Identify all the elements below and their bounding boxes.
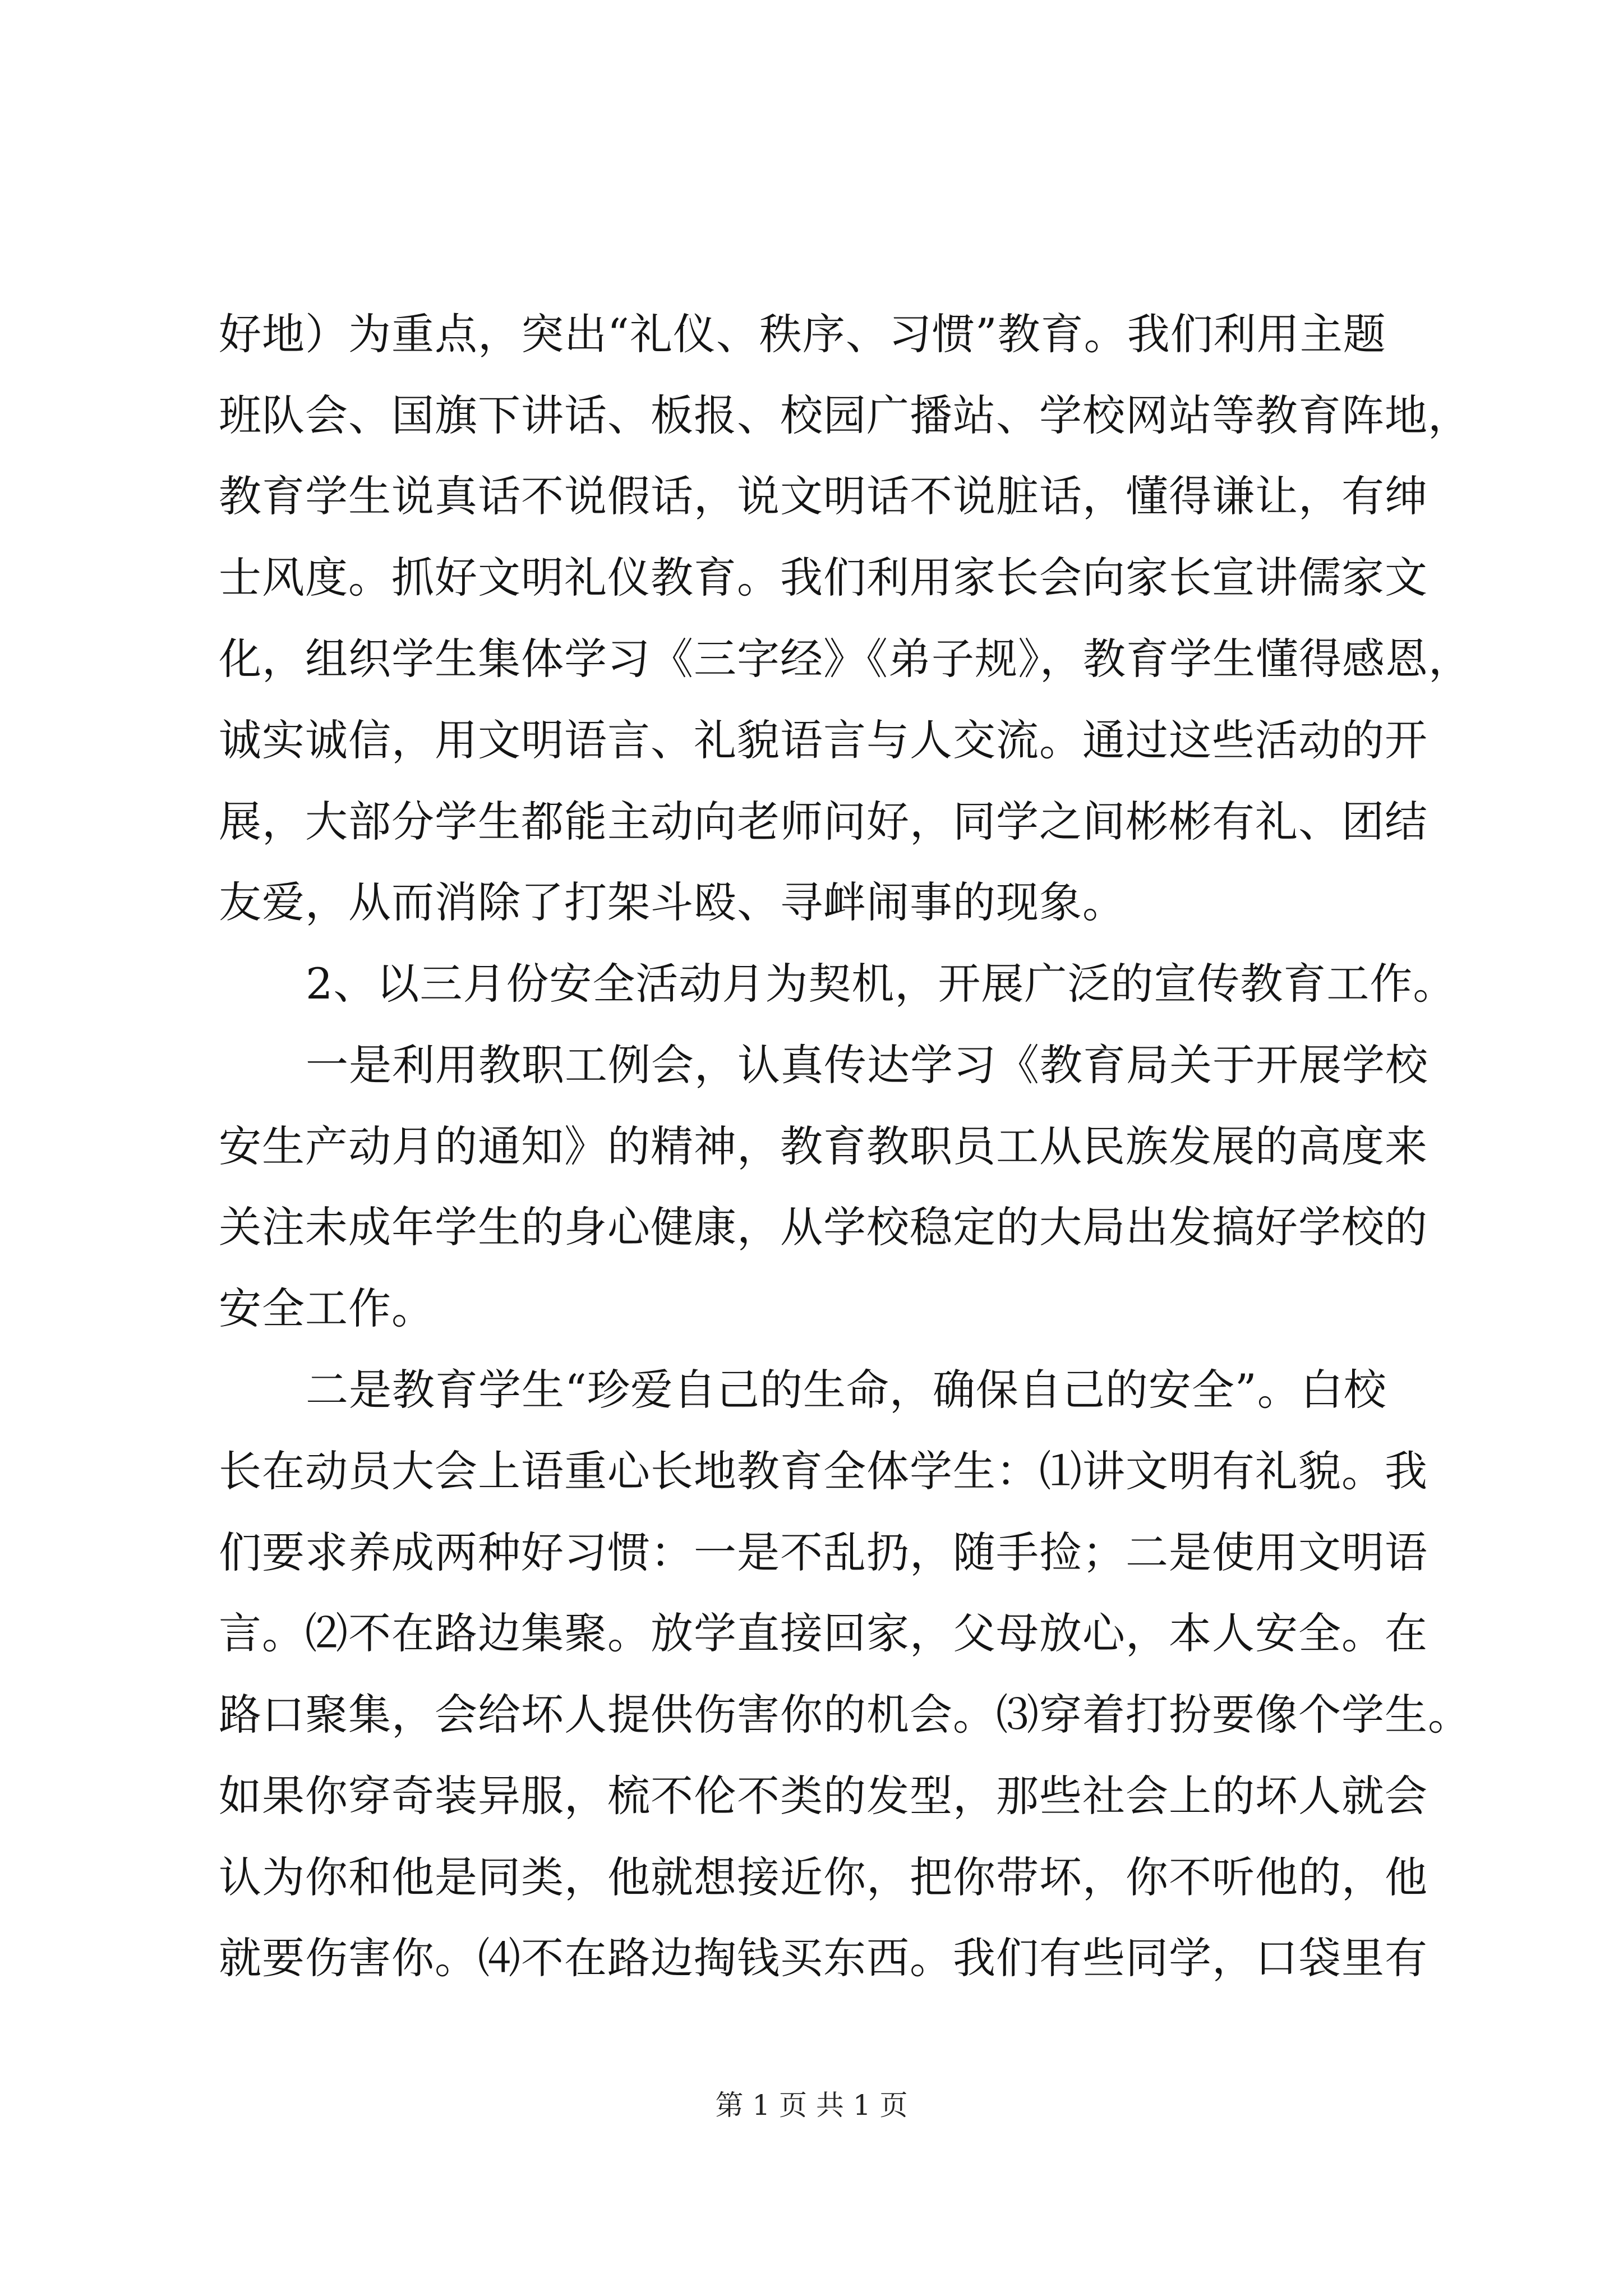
text-line: 安生产动月的通知》的精神，教育教职员工从民族发展的高度来 <box>219 1121 1428 1171</box>
text-line: 就要伤害你。⑷不在路边掏钱买东西。我们有些同学，口袋里有 <box>219 1933 1428 1983</box>
text-line: 关注未成年学生的身心健康，从学校稳定的大局出发搞好学校的 <box>219 1202 1428 1252</box>
text-line: 2、以三月份安全活动月为契机，开展广泛的宣传教育工作。 <box>306 959 1456 1009</box>
text-line: 安全工作。 <box>219 1283 435 1333</box>
text-line: 士风度。抓好文明礼仪教育。我们利用家长会向家长宣讲儒家文 <box>219 553 1428 602</box>
text-line: 们要求养成两种好习惯：一是不乱扔，随手捡；二是使用文明语 <box>219 1527 1428 1577</box>
text-line: 二是教育学生“珍爱自己的生命，确保自己的安全”。白校 <box>306 1365 1387 1415</box>
text-line: 如果你穿奇装异服，梳不伦不类的发型，那些社会上的坏人就会 <box>219 1771 1428 1821</box>
text-line: 友爱，从而消除了打架斗殴、寻衅闹事的现象。 <box>219 877 1126 927</box>
text-line: 班队会、国旗下讲话、板报、校园广播站、学校网站等教育阵地， <box>219 390 1471 440</box>
text-line: 展，大部分学生都能主动向老师问好，同学之间彬彬有礼、团结 <box>219 797 1428 846</box>
text-line: 教育学生说真话不说假话，说文明话不说脏话，懂得谦让，有绅 <box>219 471 1428 521</box>
text-line: 化，组织学生集体学习《三字经》《弟子规》，教育学生懂得感恩， <box>219 634 1472 684</box>
text-line: 路口聚集，会给坏人提供伤害你的机会。⑶穿着打扮要像个学生。 <box>219 1690 1471 1740</box>
text-line: 认为你和他是同类，他就想接近你，把你带坏，你不听他的，他 <box>219 1852 1428 1902</box>
text-line: 长在动员大会上语重心长地教育全体学生：⑴讲文明有礼貌。我 <box>219 1446 1428 1496</box>
text-line: 言。⑵不在路边集聚。放学直接回家，父母放心，本人安全。在 <box>219 1608 1428 1658</box>
page-footer: 第 1 页 共 1 页 <box>715 2089 908 2122</box>
text-line: 好地）为重点，突出“礼仪、秩序、习惯”教育。我们利用主题 <box>219 309 1386 359</box>
text-line: 一是利用教职工例会，认真传达学习《教育局关于开展学校 <box>306 1040 1428 1090</box>
text-line: 诚实诚信，用文明语言、礼貌语言与人交流。通过这些活动的开 <box>219 715 1428 765</box>
